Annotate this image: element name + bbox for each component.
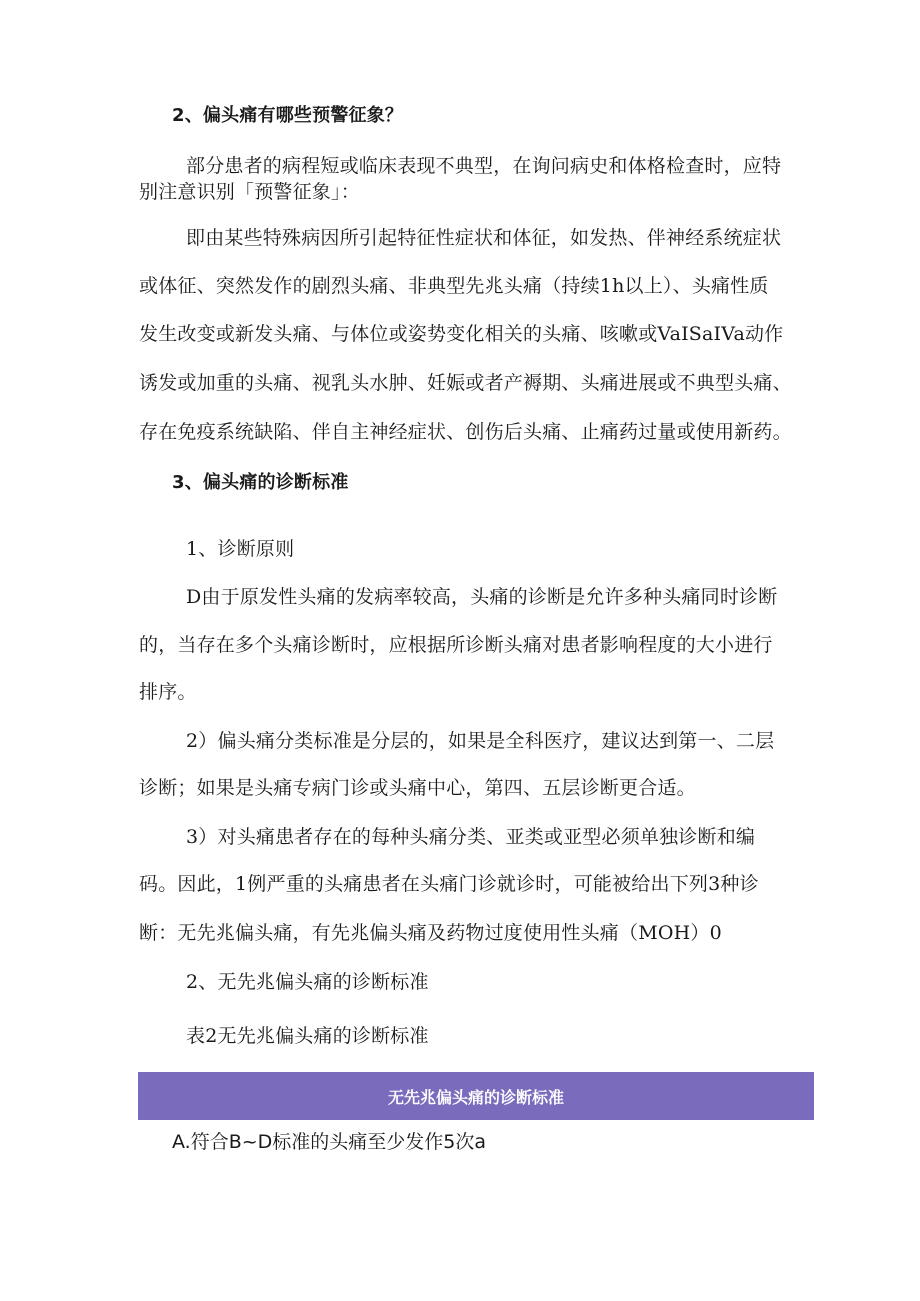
table-caption: 表2无先兆偏头痛的诊断标准 [186,1025,429,1047]
section-2-intro-line-1: 部分患者的病程短或临床表现不典型，在询问病史和体格检查时，应特 [186,155,782,177]
section-2-body-line-4: 诱发或加重的头痛、视乳头水肿、妊娠或者产褥期、头痛进展或不典型头痛、 [139,372,792,394]
item3-line-1: 3）对头痛患者存在的每种头痛分类、亚类或亚型必须单独诊断和编 [186,826,756,848]
diagnosis-principle-heading: 1、诊断原则 [186,538,295,560]
section-2-body-line-3: 发生改变或新发头痛、与体位或姿势变化相关的头痛、咳嗽或VaISaIVa动作 [139,323,784,345]
section-2-body-line-5: 存在免疫系统缺陷、伴自主神经症状、创伤后头痛、止痛药过量或使用新药。 [139,421,792,443]
item2-line-2: 诊断；如果是头痛专病门诊或头痛中心，第四、五层诊断更合适。 [139,777,696,799]
item2-line-1: 2）偏头痛分类标准是分层的，如果是全科医疗，建议达到第一、二层 [186,730,775,752]
section-2-body-line-1: 即由某些特殊病因所引起特征性症状和体征，如发热、伴神经系统症状 [186,227,782,249]
table-row: A.符合B~D标准的头痛至少发作5次a [172,1131,487,1153]
item1-line-2: 的，当存在多个头痛诊断时，应根据所诊断头痛对患者影响程度的大小进行 [139,634,773,656]
table-header-label: 无先兆偏头痛的诊断标准 [387,1087,564,1107]
section-2-body-line-2: 或体征、突然发作的剧烈头痛、非典型先兆头痛（持续1h以上）、头痛性质 [139,275,769,297]
section-2-heading: 2、偏头痛有哪些预警征象？ [172,105,404,126]
item1-line-3: 排序。 [139,681,197,703]
section-2-intro-line-2: 别注意识别「预警征象」： [139,181,360,203]
section-3-heading: 3、偏头痛的诊断标准 [172,472,349,493]
item1-line-1: D由于原发性头痛的发病率较高，头痛的诊断是允许多种头痛同时诊断 [186,586,778,608]
item3-line-2: 码。因此，1例严重的头痛患者在头痛门诊就诊时，可能被给出下列3种诊 [139,873,759,895]
table-header [138,1072,814,1120]
item3-line-3: 断：无先兆偏头痛，有先兆偏头痛及药物过度使用性头痛（MOH）0 [139,922,722,944]
no-aura-criteria-heading: 2、无先兆偏头痛的诊断标准 [186,971,429,993]
